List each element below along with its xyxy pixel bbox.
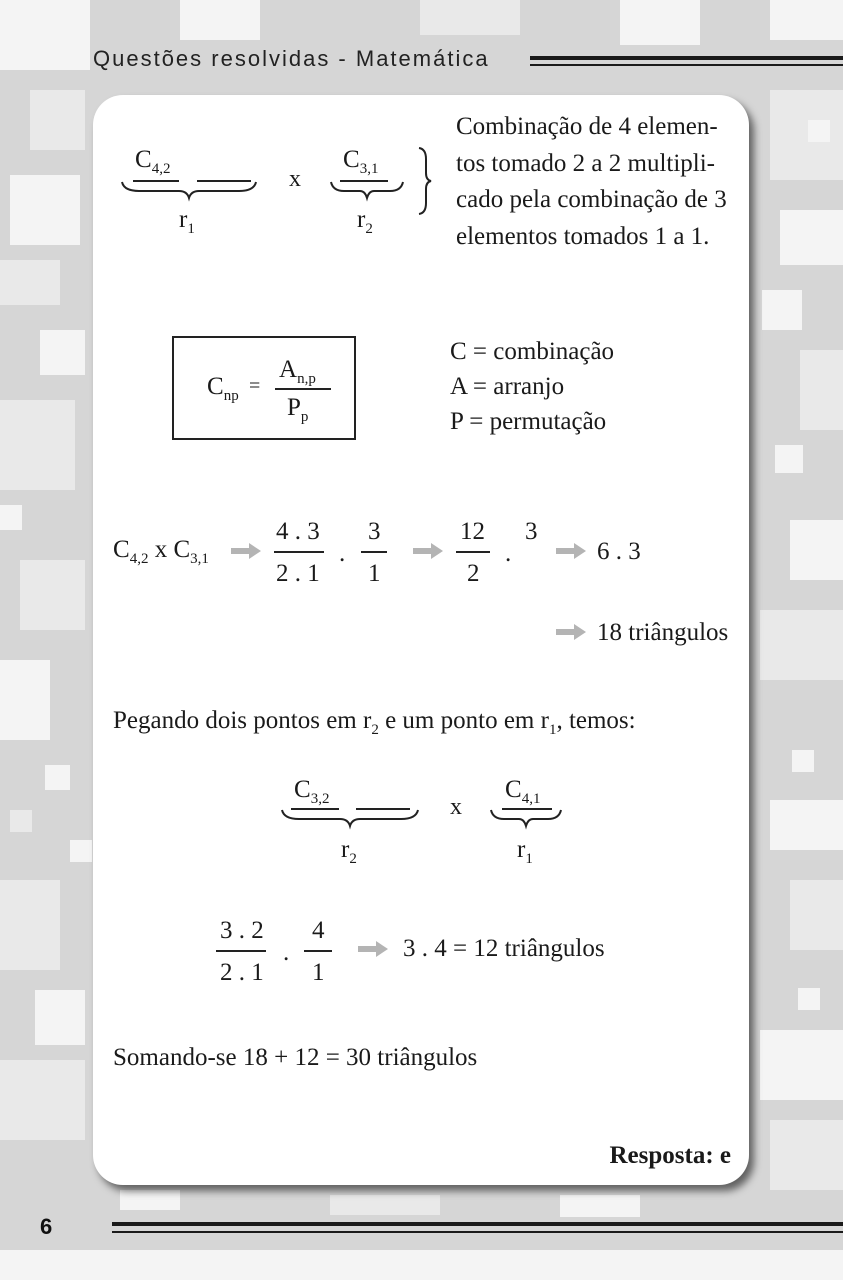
legend-combinacao: C = combinação — [450, 338, 615, 365]
right-brace-icon — [418, 147, 432, 215]
formula-numerator: $A_{n,p}$ — [279, 356, 316, 387]
arrow-right-icon — [231, 543, 261, 559]
underbrace-icon — [330, 181, 404, 199]
multiply-dot: . — [505, 540, 512, 567]
fraction-bar — [456, 551, 490, 553]
label-r1: $r_1$ — [517, 836, 533, 867]
case2-intro: Pegando dois pontos em $r_2$ e um ponto em $r_1$, temos: — [113, 707, 636, 738]
formula-lhs: $C_{np}$ — [207, 373, 239, 404]
bg-square — [0, 880, 60, 970]
footer-rule-thin — [112, 1231, 843, 1233]
bg-square — [760, 610, 843, 680]
term-c42: $C_{4,2}$ — [135, 146, 171, 177]
bg-square — [420, 0, 520, 35]
fraction-bar — [216, 950, 266, 952]
bg-square — [0, 400, 75, 490]
bg-square — [790, 880, 843, 950]
header-title: Questões resolvidas - Matemática — [93, 46, 490, 71]
label-r2: $r_2$ — [357, 206, 373, 237]
arrow-right-icon — [556, 543, 586, 559]
bg-square — [790, 520, 843, 580]
underbrace-icon — [121, 181, 257, 199]
f1-numerator: 3 . 2 — [220, 917, 264, 944]
underbrace-icon — [281, 809, 419, 827]
bg-square — [560, 1195, 640, 1217]
bg-square — [35, 990, 85, 1045]
bg-square — [798, 988, 820, 1010]
bg-square — [0, 505, 22, 530]
bg-square — [0, 260, 60, 305]
term-c32: $C_{3,2}$ — [294, 776, 330, 807]
bg-square — [45, 765, 70, 790]
legend-permutacao: P = permutação — [450, 408, 607, 435]
answer: Resposta: e — [609, 1142, 731, 1169]
f2-numerator: 3 — [368, 518, 381, 545]
label-r2: $r_2$ — [341, 836, 357, 867]
bg-square — [30, 90, 85, 150]
multiply-dot: . — [339, 540, 346, 567]
term-c41: $C_{4,1}$ — [505, 776, 541, 807]
bg-square — [0, 1250, 843, 1280]
calc-product: $C_{4,2}$ x $C_{3,1}$ — [113, 536, 209, 567]
bg-square — [20, 560, 85, 630]
arrow-right-icon — [556, 624, 586, 640]
times-sign: x — [289, 166, 301, 192]
bg-square — [40, 330, 85, 375]
bg-square — [792, 750, 814, 772]
bg-square — [120, 1190, 180, 1210]
note-line: Combinação de 4 elemen- — [456, 113, 718, 140]
bg-square — [10, 175, 80, 245]
bg-square — [10, 810, 32, 832]
arrow-right-icon — [358, 941, 388, 957]
bg-square — [808, 120, 830, 142]
f1-denominator: 2 . 1 — [276, 560, 320, 587]
f1-numerator: 4 . 3 — [276, 518, 320, 545]
bg-square — [330, 1195, 440, 1215]
bg-square — [770, 0, 843, 40]
footer-rule — [112, 1222, 843, 1226]
note-line: elementos tomados 1 a 1. — [456, 222, 710, 250]
times-sign: x — [450, 794, 462, 820]
formula-denominator: $P_p$ — [287, 394, 309, 425]
bg-square — [0, 0, 90, 70]
bg-square — [770, 1120, 843, 1190]
note-line: tos tomado 2 a 2 multipli- — [456, 149, 716, 177]
note-line: cado pela combinação de 3 — [456, 186, 727, 213]
f3-numerator: 12 — [460, 518, 485, 545]
bg-square — [762, 290, 802, 330]
case2-result: 3 . 4 = 12 triângulos — [403, 935, 605, 962]
bg-square — [775, 445, 803, 473]
content-card — [93, 95, 749, 1185]
label-r1: $r_1$ — [179, 206, 195, 237]
f2-denominator: 1 — [368, 560, 381, 587]
bg-square — [760, 1030, 843, 1100]
fraction-bar — [304, 950, 332, 952]
f3-multiplier: 3 — [525, 518, 538, 545]
bg-square — [770, 90, 843, 180]
header-rule — [530, 56, 843, 60]
formula-equals: = — [249, 375, 261, 397]
bg-square — [0, 660, 50, 740]
bg-square — [780, 210, 843, 265]
fraction-bar — [361, 551, 387, 553]
arrow-right-icon — [413, 543, 443, 559]
bg-square — [70, 840, 92, 862]
f1-denominator: 2 . 1 — [220, 959, 264, 986]
sum-line: Somando-se 18 + 12 = 30 triângulos — [113, 1044, 478, 1071]
bg-square — [180, 0, 260, 40]
bg-square — [770, 800, 843, 850]
bg-square — [800, 350, 843, 430]
multiply-dot: . — [283, 939, 290, 966]
bg-square — [620, 0, 700, 45]
legend-arranjo: A = arranjo — [450, 373, 565, 400]
underbrace-icon — [490, 809, 562, 827]
page-number: 6 — [40, 1214, 53, 1239]
combination-note — [456, 109, 746, 255]
header-rule-thin — [530, 64, 843, 66]
f3-denominator: 2 — [467, 560, 480, 587]
bg-square — [0, 1060, 85, 1140]
calc-result: 6 . 3 — [597, 538, 641, 565]
fraction-bar — [274, 551, 324, 553]
f2-numerator: 4 — [312, 917, 325, 944]
fraction-bar — [275, 388, 331, 390]
calc-total: 18 triângulos — [597, 619, 729, 646]
term-c31: $C_{3,1}$ — [343, 146, 379, 177]
f2-denominator: 1 — [312, 959, 325, 986]
